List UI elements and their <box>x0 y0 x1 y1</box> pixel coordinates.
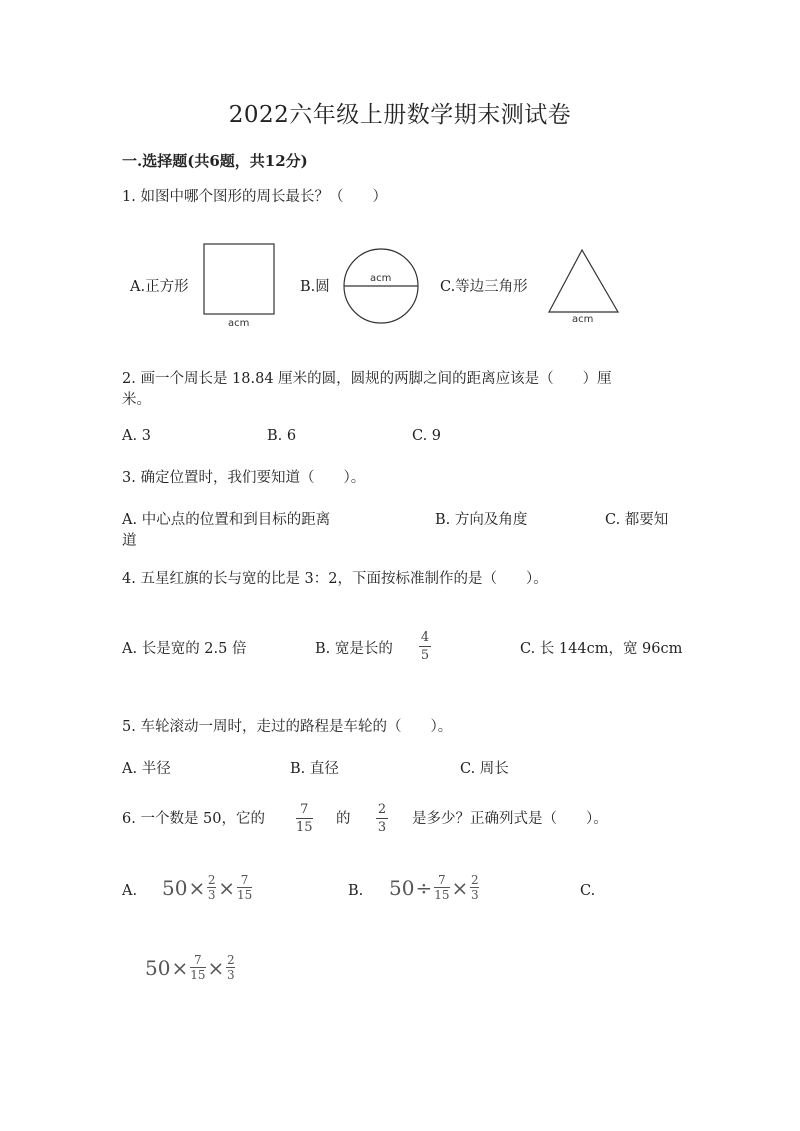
expr-a-fraction-2 <box>237 874 252 901</box>
q4-fraction-numerator: 4 <box>420 630 430 645</box>
q6-stem-fraction-1-bar <box>296 818 313 819</box>
q1-option-c[interactable]: C.等边三角形 <box>440 279 528 295</box>
q2-option-a[interactable]: A. 3 <box>122 428 151 444</box>
q4-option-c[interactable]: C. 长 144cm，宽 96cm <box>520 641 683 657</box>
question-2-stem-line2: 米。 <box>122 392 151 408</box>
expr-c-f2-denominator: 3 <box>226 968 235 982</box>
expr-b-op2: × <box>451 875 469 900</box>
q2-option-c[interactable]: C. 9 <box>412 428 442 444</box>
expr-b-f1-denominator: 15 <box>434 888 450 902</box>
q1-option-a[interactable]: A.正方形 <box>130 279 189 295</box>
triangle-figure <box>546 248 626 328</box>
q6-option-b-label[interactable]: B. <box>348 883 364 899</box>
expr-b-f2-denominator: 3 <box>470 888 479 902</box>
expr-c-fraction-2 <box>226 954 235 981</box>
question-6-stem-part2: 的 <box>336 811 351 827</box>
q3-option-c[interactable]: C. 都要知 <box>605 512 669 528</box>
page-title: 2022六年级上册数学期末测试卷 <box>228 102 572 128</box>
question-2-stem-line1: 2. 画一个周长是 18.84 厘米的圆，圆规的两脚之间的距离应该是（ ）厘 <box>122 371 612 387</box>
q6-option-a-expression[interactable] <box>162 874 253 901</box>
q6-option-c-label[interactable]: C. <box>580 883 596 899</box>
expr-a-f1-numerator: 2 <box>207 873 216 887</box>
triangle-shape <box>549 250 618 312</box>
question-4-stem: 4. 五星红旗的长与宽的比是 3：2，下面按标准制作的是（ ）。 <box>122 571 548 587</box>
expr-b-op1: ÷ <box>415 875 433 900</box>
q6-stem-fraction-1-numerator: 7 <box>300 802 309 817</box>
expr-a-f1-denominator: 3 <box>207 888 216 902</box>
q1-option-b[interactable]: B.圆 <box>300 279 330 295</box>
expr-a-f2-numerator: 7 <box>240 873 249 887</box>
expr-b-f2-numerator: 2 <box>470 873 479 887</box>
q6-option-c-expression[interactable] <box>145 954 236 981</box>
q6-stem-fraction-2-denominator: 3 <box>377 820 387 835</box>
expr-c-op1: × <box>171 955 189 980</box>
expr-b-fraction-1 <box>434 874 449 901</box>
expr-a-fraction-1 <box>207 874 216 901</box>
expr-b-fraction-2 <box>470 874 479 901</box>
q6-stem-fraction-2-numerator: 2 <box>377 802 387 817</box>
q6-option-a-label[interactable]: A. <box>122 883 138 899</box>
q3-option-b[interactable]: B. 方向及角度 <box>435 512 528 528</box>
expr-c-lead: 50 <box>145 955 171 980</box>
expr-a-op1: × <box>188 875 206 900</box>
q6-stem-fraction-2 <box>376 802 388 835</box>
q4-option-a[interactable]: A. 长是宽的 2.5 倍 <box>122 641 247 657</box>
expr-a-lead: 50 <box>162 875 188 900</box>
triangle-side-label: acm <box>572 314 594 325</box>
square-side-label: acm <box>228 318 250 329</box>
expr-c-f1-denominator: 15 <box>190 968 206 982</box>
q4-fraction-denominator: 5 <box>420 648 430 663</box>
q4-fraction-bar <box>419 646 431 647</box>
question-6-stem-part3: 是多少？正确列式是（ ）。 <box>412 811 608 827</box>
q5-option-c[interactable]: C. 周长 <box>460 761 509 777</box>
expr-a-f2-denominator: 15 <box>236 888 253 902</box>
q4-fraction <box>419 630 431 663</box>
expr-b-lead: 50 <box>389 875 415 900</box>
q3-option-a[interactable]: A. 中心点的位置和到目标的距离 <box>122 512 331 528</box>
q6-stem-fraction-1-denominator: 15 <box>296 820 313 835</box>
square-figure <box>200 240 280 330</box>
question-6-stem-part1: 6. 一个数是 50，它的 <box>122 811 266 827</box>
q2-option-b[interactable]: B. 6 <box>267 428 297 444</box>
expr-c-fraction-1 <box>190 954 205 981</box>
expr-b-f1-numerator: 7 <box>438 873 446 887</box>
q5-option-b[interactable]: B. 直径 <box>290 761 339 777</box>
square-shape <box>204 244 274 314</box>
expr-c-op2: × <box>207 955 225 980</box>
circle-figure <box>340 246 424 330</box>
question-3-stem: 3. 确定位置时，我们要知道（ ）。 <box>122 470 366 486</box>
question-1-stem: 1. 如图中哪个图形的周长最长？（ ） <box>122 189 387 205</box>
expr-c-f2-numerator: 2 <box>226 953 235 967</box>
expr-a-op2: × <box>218 875 235 900</box>
question-5-stem: 5. 车轮滚动一周时，走过的路程是车轮的（ ）。 <box>122 719 453 735</box>
section-heading: 一.选择题(共6题，共12分) <box>122 152 308 170</box>
q6-stem-fraction-1 <box>296 802 313 835</box>
expr-c-f1-numerator: 7 <box>194 953 202 967</box>
q6-stem-fraction-2-bar <box>376 818 388 819</box>
q5-option-a[interactable]: A. 半径 <box>122 761 171 777</box>
q3-option-c-wrap: 道 <box>122 533 137 549</box>
circle-diameter-label: acm <box>370 273 392 284</box>
q6-option-b-expression[interactable] <box>389 874 480 901</box>
q4-option-b[interactable]: B. 宽是长的 <box>315 641 393 657</box>
